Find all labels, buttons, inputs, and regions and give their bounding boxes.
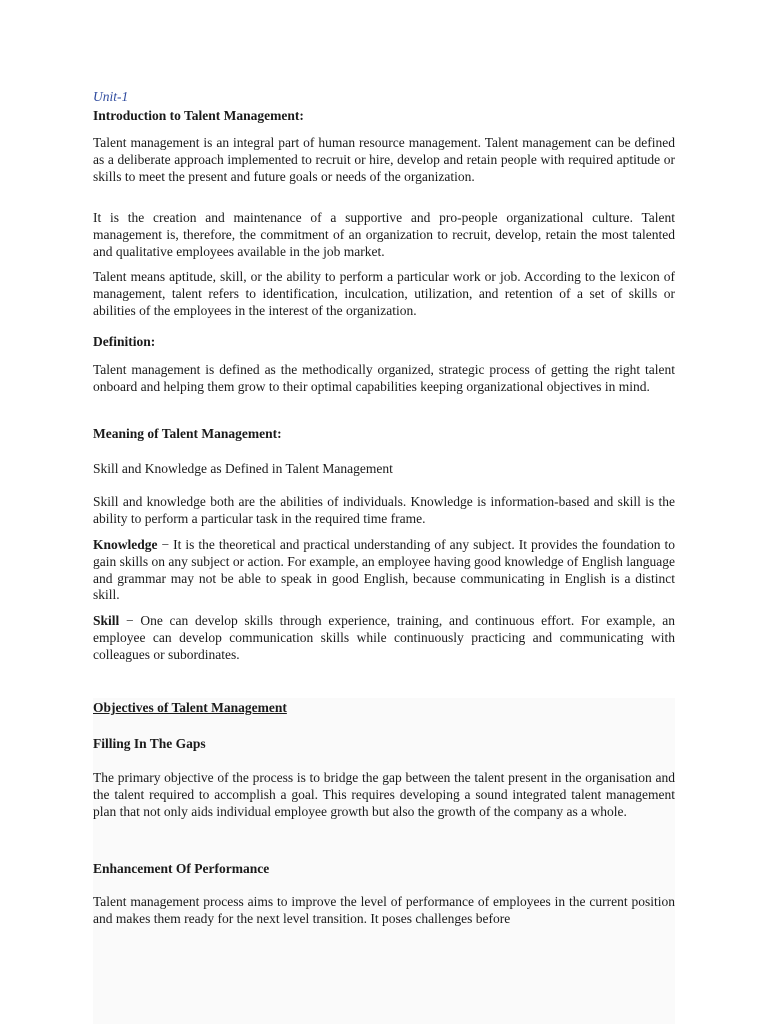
skill-text: − One can develop skills through experience, training, and continuous effort. For example, an employee can develop communication skills while continuously practicing and communicating with colleagues or subordinates. — [93, 613, 675, 662]
intro-paragraph-2: It is the creation and maintenance of a supportive and pro-people organizational culture. Talent management is, therefore, the commitment of an organization to recruit, develop, retain the most talented and qualitative employees available in the job market. — [93, 210, 675, 259]
unit-label: Unit-1 — [93, 89, 129, 104]
knowledge-term: Knowledge — [93, 537, 158, 552]
performance-heading: Enhancement Of Performance — [93, 861, 270, 876]
knowledge-text: − It is the theoretical and practical understanding of any subject. It provides the foundation to gain skills on any subject or action. For example, an employee having good knowledge of English language and grammar may not be able to speak in good English, because communicating in English is a distinct skill. — [93, 537, 675, 603]
objectives-heading: Objectives of Talent Management — [93, 700, 287, 715]
definition-text: Talent management is defined as the methodically organized, strategic process of getting the right talent onboard and helping them grow to their optimal capabilities keeping organizational objectives in mind. — [93, 362, 675, 394]
skill-term: Skill — [93, 613, 120, 628]
intro-paragraph-1: Talent management is an integral part of human resource management. Talent management can be defined as a deliberate approach implemented to recruit or hire, develop and retain people with required aptitude or skills to meet the present and future goals or needs of the organization. — [93, 135, 675, 184]
performance-text: Talent management process aims to improve the level of performance of employees in the current position and makes them ready for the next level transition. It poses challenges before — [93, 894, 675, 926]
gaps-heading: Filling In The Gaps — [93, 736, 206, 751]
gaps-text: The primary objective of the process is to bridge the gap between the talent present in the organisation and the talent required to accomplish a goal. This requires developing a sound integrated talent management plan that not only aids individual employee growth but also the growth of the company as a whole. — [93, 770, 675, 819]
definition-heading: Definition: — [93, 334, 156, 349]
intro-heading: Introduction to Talent Management: — [93, 108, 304, 123]
skill-paragraph — [93, 613, 675, 663]
meaning-intro: Skill and knowledge both are the abilities of individuals. Knowledge is information-based and skill is the ability to perform a particular task in the required time frame. — [93, 494, 675, 526]
meaning-subheading: Skill and Knowledge as Defined in Talent Management — [93, 461, 393, 476]
knowledge-paragraph — [93, 537, 675, 604]
meaning-heading: Meaning of Talent Management: — [93, 426, 282, 441]
intro-paragraph-3: Talent means aptitude, skill, or the ability to perform a particular work or job. According to the lexicon of management, talent refers to identification, inculcation, utilization, and retention of a set of skills or abilities of the employees in the interest of the organization. — [93, 269, 675, 318]
